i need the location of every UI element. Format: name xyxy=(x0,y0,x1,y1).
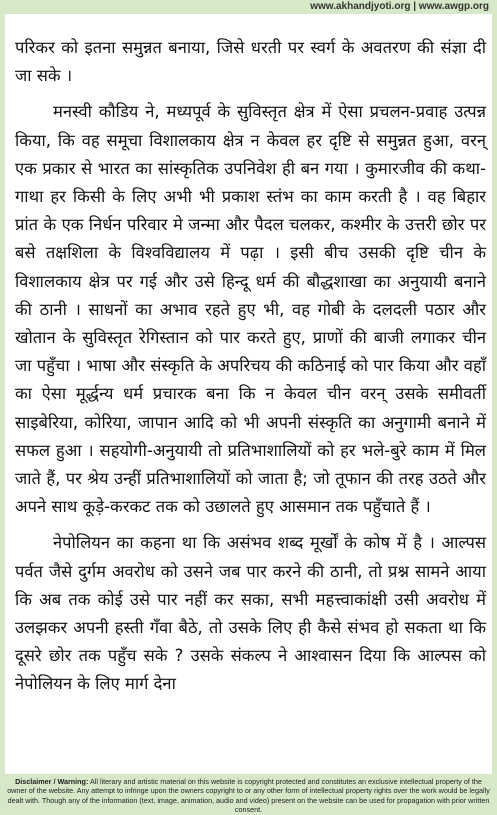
disclaimer-text: All literary and artistic material on this website is copyright protected and constitutes an exclusive intellectual property of the owner of the website. Any attempt to infringe upon the owners copyright to or any other form of intellectual property rights over the work would be legally dealt with. Though any of the information (text, image, animation, audio and video) present on the website can be used for propagation with prior written consent. xyxy=(7,777,490,815)
disclaimer-label: Disclaimer / Warning: xyxy=(15,777,89,786)
paragraph-1: परिकर को इतना समुन्नत बनाया, जिसे धरती पर स्वर्ग के अवतरण की संज्ञा दी जा सके । xyxy=(15,38,486,86)
paragraph-3: नेपोलियन का कहना था कि असंभव शब्द मूर्खों के कोष में है । आल्पस पर्वत जैसे दुर्गम अवरोध को उसने जब पार करने की ठानी, तो प्रश्न सामने आया कि अब तक कोई उसे पार नहीं कर सका, सभी महत्त्वाकांक्षी उसी अवरोध में उलझकर अपनी हस्ती गँवा बैठे, तो उसके लिए ही कैसे संभव हो सकता था कि दूसरे छोर तक पहुँच सके ? उसके संकल्प ने आश्वासन दिया कि आल्पस को नेपोलियन के लिए मार्ग देना xyxy=(15,533,486,694)
article-page xyxy=(5,14,492,774)
paragraph-2: मनस्वी कौडिय ने, मध्यपूर्व के सुविस्तृत क्षेत्र में ऐसा प्रचलन-प्रवाह उत्पन्न किया, कि वह समूचा विशालकाय क्षेत्र न केवल हर दृष्टि से समुन्नत हुआ, वरन् एक प्रकार से भारत का सांस्कृतिक उपनिवेश ही बन गया । कुमारजीव की कथा-गाथा हर किसी के लिए अभी भी प्रकाश स्तंभ का काम करती है । वह बिहार प्रांत के एक निर्धन परिवार मे जन्मा और पैदल चलकर, कश्मीर के उत्तरी छोर पर बसे तक्षशिला के विश्वविद्यालय में पढ़ा । इसी बीच उसकी दृष्टि चीन के विशालकाय क्षेत्र पर गई और उसे हिन्दू धर्म की बौद्धशाखा का अनुयायी बनाने की ठानी । साधनों का अभाव रहते हुए भी, वह गोबी के दलदली पठार और खोतान के सुविस्तृत रेगिस्तान को पार करते हुए, प्राणों की बाजी लगाकर चीन जा पहुँचा । भाषा और संस्कृति के अपरिचय की कठिनाई को पार किया और वहाँ का ऐसा मूर्द्धन्य धर्म प्रचारक बना कि न केवल चीन वरन् उसके समीवर्ती साइबेरिया, कोरिया, जापान आदि को भी अपनी संस्कृति का अनुगामी बनाने में सफल हुआ । सहयोगी-अनुयायी तो प्रतिभाशालियों को हर भले-बुरे काम में मिल जाते हैं, पर श्रेय उन्हीं प्रतिभाशालियों को जाता है; जो तूफान की तरह उठते और अपने साथ कूड़े-करकट तक को उछालते हुए आसमान तक पहुँचाते हैं । xyxy=(15,102,487,517)
disclaimer-footer xyxy=(6,777,491,815)
site-links-header[interactable]: www.akhandjyoti.org | www.awgp.org xyxy=(310,1,489,12)
